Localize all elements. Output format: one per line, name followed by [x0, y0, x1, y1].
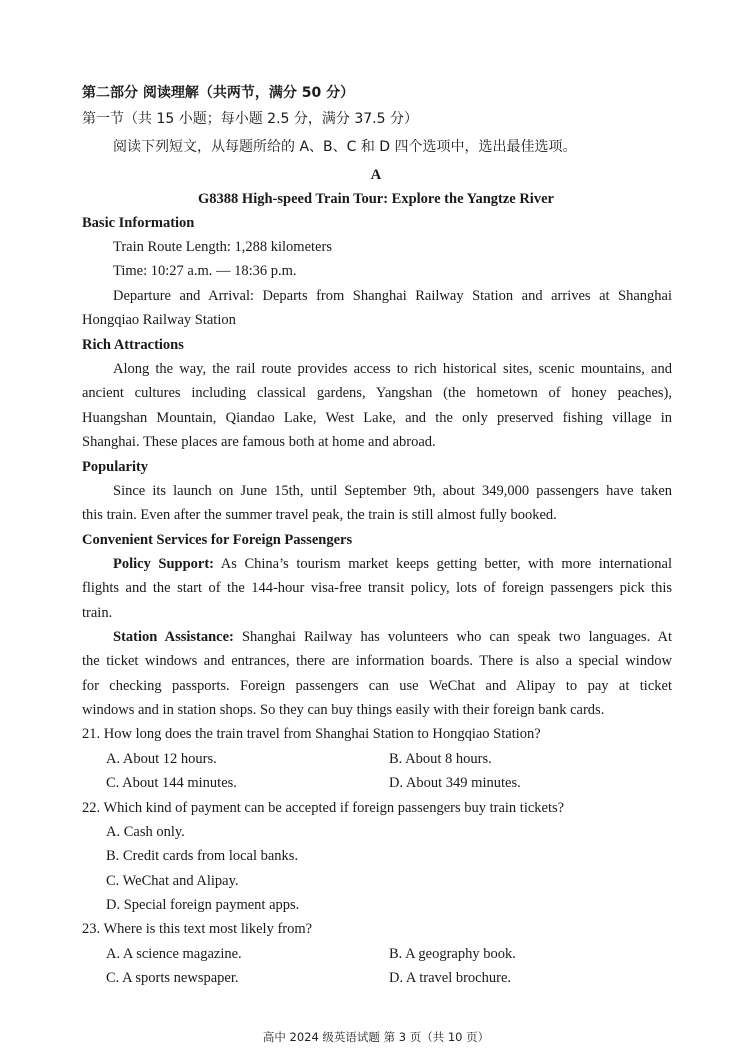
attractions-heading: Rich Attractions — [82, 337, 184, 353]
policy-line-1 — [113, 553, 672, 575]
page-footer: 高中 2024 级英语试题 第 3 页（共 10 页） — [262, 1030, 490, 1044]
policy-line-2: flights and the start of the 144-hour visa-free transit policy, lots of foreign passengers pick this — [82, 580, 672, 596]
question-21-stem: 21. How long does the train travel from Shanghai Station to Hongqiao Station? — [82, 726, 541, 742]
basic-info-heading: Basic Information — [82, 215, 195, 231]
instructions: 阅读下列短文，从每题所给的 A、B、C 和 D 四个选项中，选出最佳选项。 — [113, 139, 577, 155]
q22-option-d[interactable]: D. Special foreign payment apps. — [106, 897, 300, 913]
q22-option-c[interactable]: C. WeChat and Alipay. — [106, 873, 239, 889]
route-length: Train Route Length: 1,288 kilometers — [113, 239, 332, 255]
attractions-line-3: Huangshan Mountain, Qiandao Lake, West Lake, and the only preserved fishing village in — [82, 410, 672, 426]
attractions-line-1: Along the way, the rail route provides access to rich historical sites, scenic mountains, and — [113, 361, 672, 377]
popularity-heading: Popularity — [82, 459, 149, 475]
station-text: Shanghai Railway has volunteers who can speak two languages. At — [241, 629, 672, 645]
station-line-1 — [113, 626, 672, 648]
policy-label: Policy Support: — [113, 556, 215, 572]
station-line-2: the ticket windows and entrances, there are information boards. There is also a special window — [82, 653, 672, 669]
q21-option-b[interactable]: B. About 8 hours. — [389, 751, 492, 767]
q23-option-d[interactable]: D. A travel brochure. — [389, 970, 512, 986]
section-title: 第一节（共 15 小题；每小题 2.5 分，满分 37.5 分） — [82, 111, 418, 127]
policy-line-3: train. — [82, 605, 113, 621]
q22-option-a[interactable]: A. Cash only. — [106, 824, 185, 840]
station-line-3: for checking passports. Foreign passengers can use WeChat and Alipay to pay at ticket — [82, 678, 672, 694]
part-title: 第二部分 阅读理解（共两节，满分 50 分） — [82, 85, 355, 101]
q23-option-c[interactable]: C. A sports newspaper. — [106, 970, 239, 986]
services-heading: Convenient Services for Foreign Passengers — [82, 532, 353, 548]
q23-option-b[interactable]: B. A geography book. — [389, 946, 516, 962]
station-line-4: windows and in station shops. So they can buy things easily with their foreign bank cards. — [82, 702, 605, 718]
q21-option-c[interactable]: C. About 144 minutes. — [106, 775, 237, 791]
attractions-line-4: Shanghai. These places are famous both at home and abroad. — [82, 434, 436, 450]
passage-title: G8388 High-speed Train Tour: Explore the Yangtze River — [198, 191, 554, 207]
q21-option-a[interactable]: A. About 12 hours. — [106, 751, 217, 767]
q23-option-a[interactable]: A. A science magazine. — [106, 946, 242, 962]
policy-text: As China’s tourism market keeps getting better, with more international — [220, 556, 672, 572]
popularity-line-1: Since its launch on June 15th, until September 9th, about 349,000 passengers have taken — [113, 483, 672, 499]
departure-line-2: Hongqiao Railway Station — [82, 312, 236, 328]
question-22-stem: 22. Which kind of payment can be accepted if foreign passengers buy train tickets? — [82, 800, 565, 816]
q22-option-b[interactable]: B. Credit cards from local banks. — [106, 848, 299, 864]
popularity-line-2: this train. Even after the summer travel peak, the train is still almost fully booked. — [82, 507, 557, 523]
attractions-line-2: ancient cultures including classical gardens, Yangshan (the hometown of honey peaches), — [82, 385, 672, 401]
departure-line-1: Departure and Arrival: Departs from Shanghai Railway Station and arrives at Shanghai — [113, 288, 672, 304]
passage-letter: A — [370, 167, 382, 183]
q21-option-d[interactable]: D. About 349 minutes. — [389, 775, 521, 791]
train-time: Time: 10:27 a.m. — 18:36 p.m. — [113, 263, 297, 279]
question-23-stem: 23. Where is this text most likely from? — [82, 921, 313, 937]
station-label: Station Assistance: — [113, 629, 234, 645]
